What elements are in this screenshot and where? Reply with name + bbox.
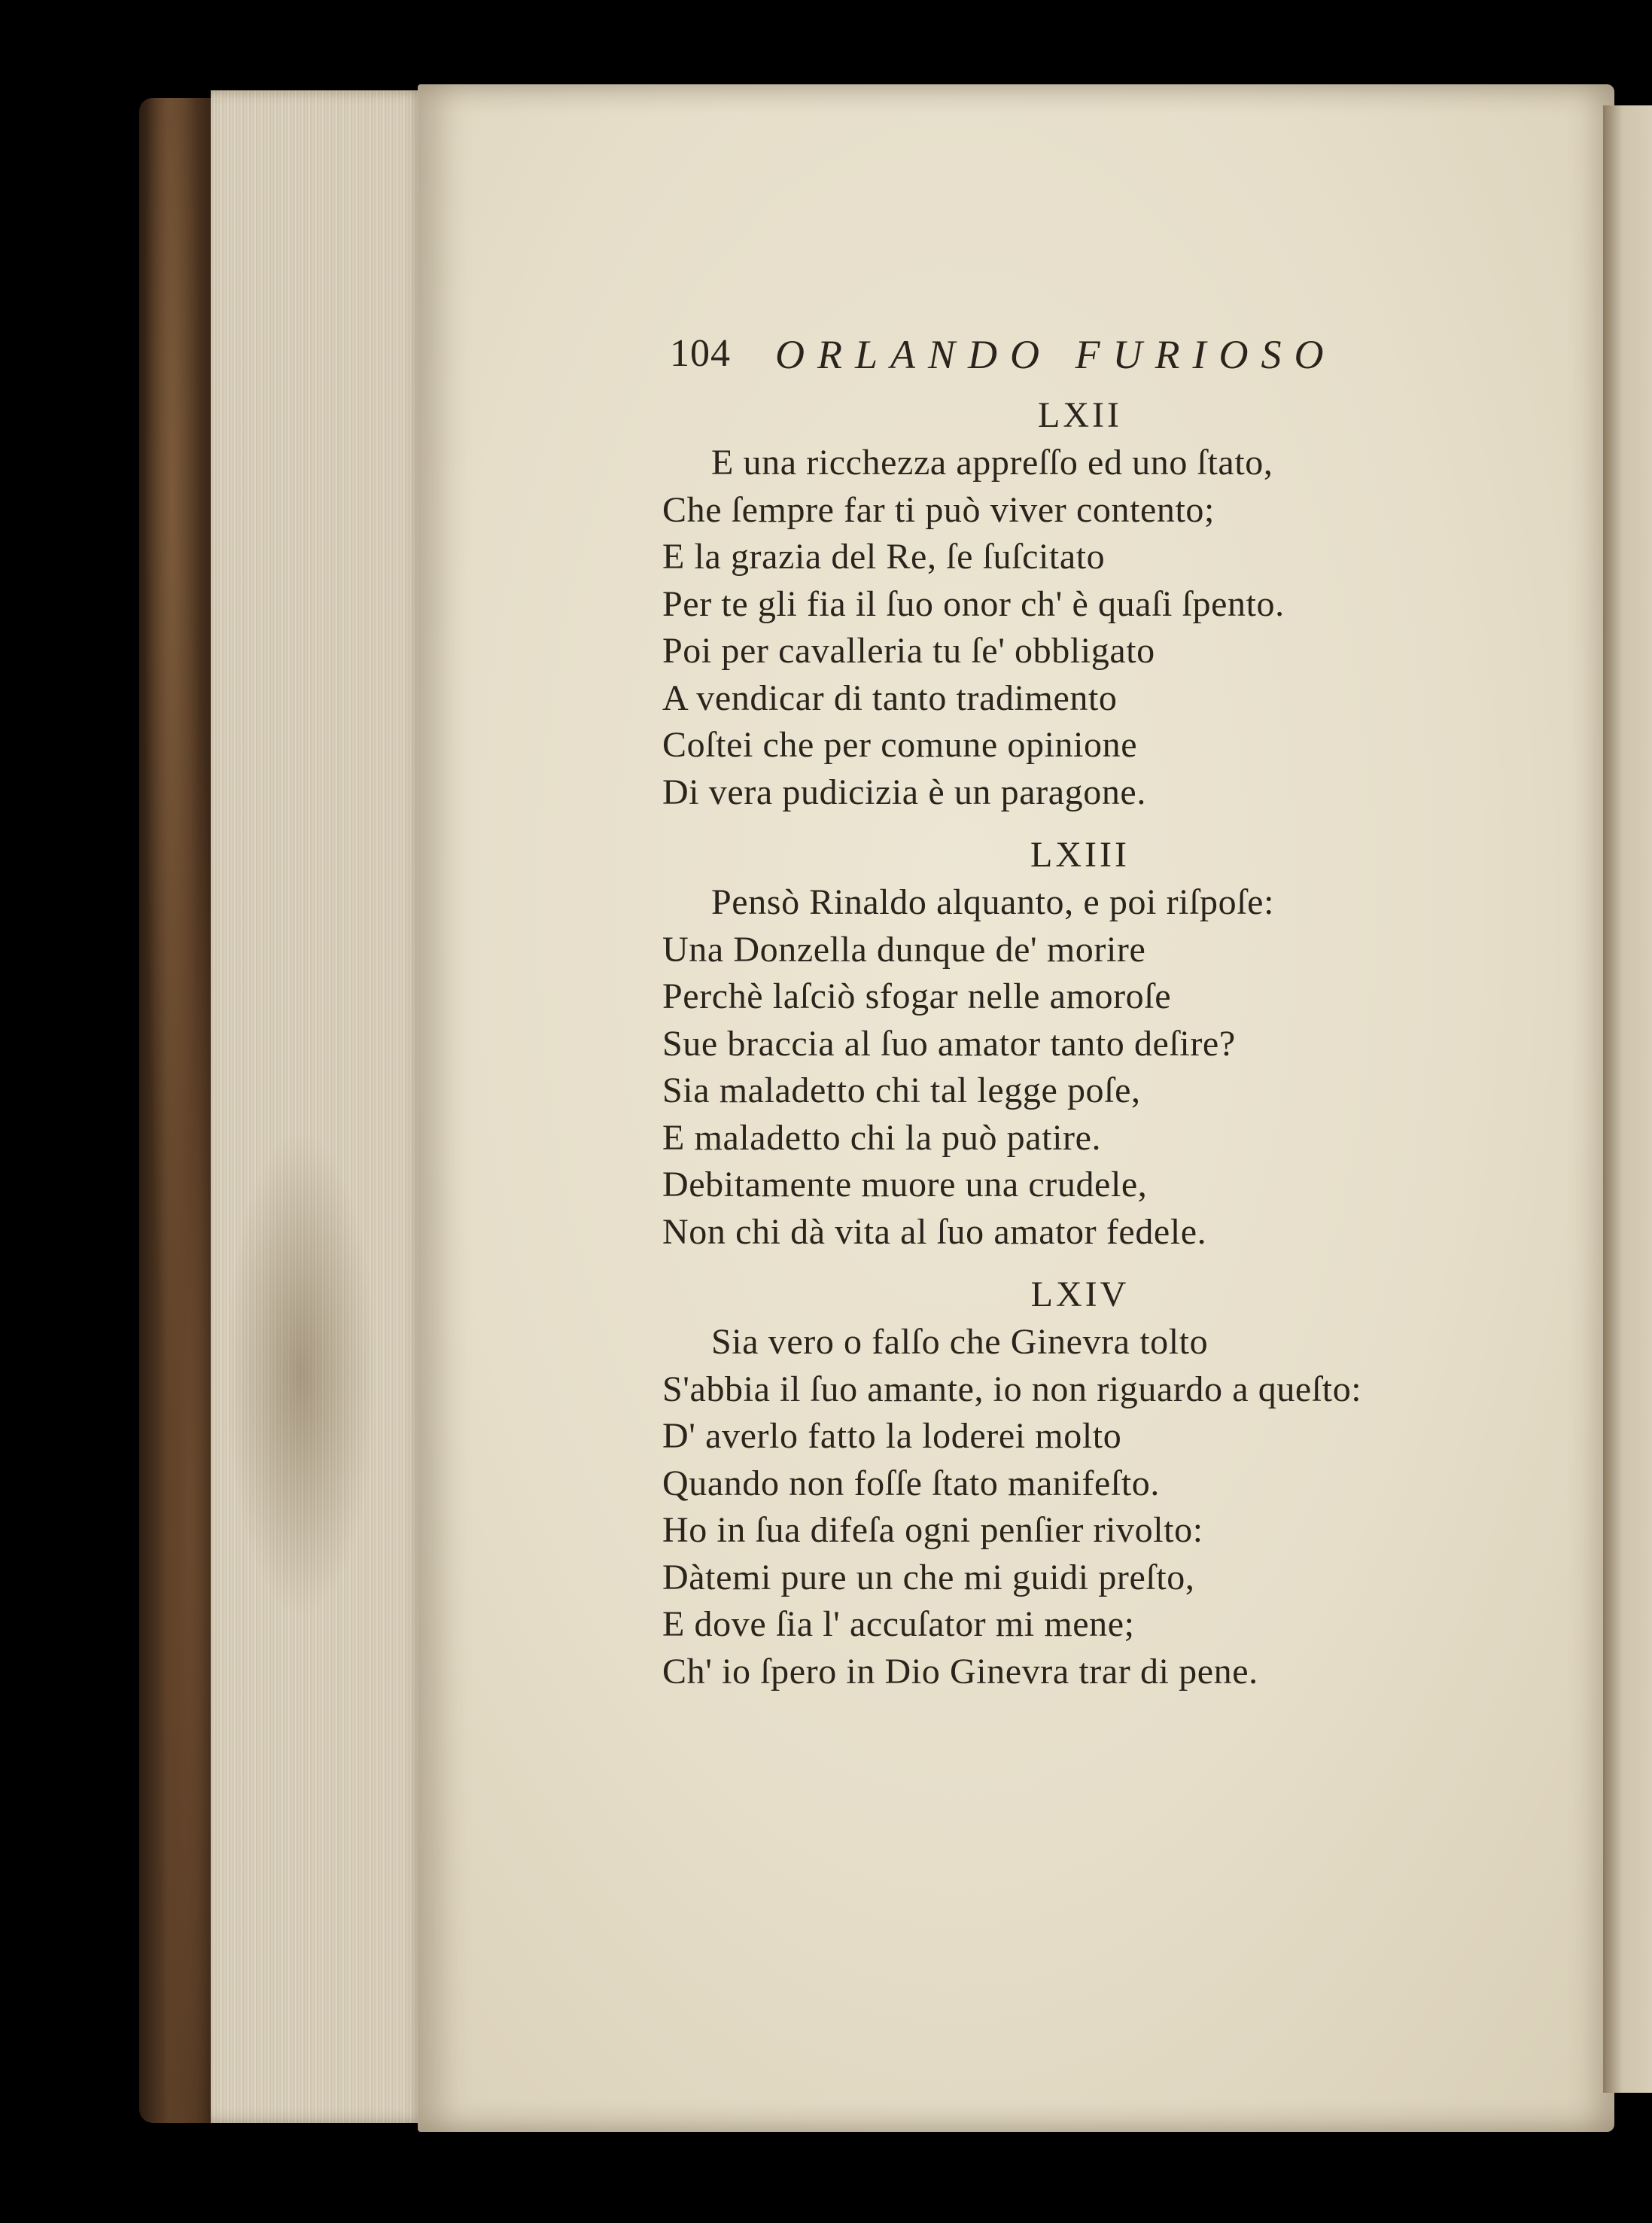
verse-line: S'abbia il ſuo amante, io non riguardo a queſto: bbox=[662, 1369, 1362, 1409]
verse-line: D' averlo fatto la loderei molto bbox=[662, 1416, 1122, 1456]
verse-line: Coſtei che per comune opinione bbox=[662, 725, 1138, 765]
verse-line: E dove ſia l' accuſator mi mene; bbox=[662, 1604, 1135, 1644]
facing-page-edge bbox=[1603, 105, 1652, 2093]
verse-line: E una ricchezza appreſſo ed uno ſtato, bbox=[711, 443, 1273, 483]
running-head bbox=[662, 331, 1513, 391]
verse-line: Poi per cavalleria tu ſe' obbligato bbox=[662, 631, 1155, 671]
verse-line: Sue braccia al ſuo amator tanto deſire? bbox=[662, 1023, 1236, 1064]
verse-line: E maladetto chi la può patire. bbox=[662, 1117, 1102, 1158]
verse-line: E la grazia del Re, ſe ſuſcitato bbox=[662, 537, 1106, 577]
verse-line: Di vera pudicizia è un paragone. bbox=[662, 772, 1146, 812]
verse-line: Debitamente muore una crudele, bbox=[662, 1165, 1148, 1204]
verse-line: Non chi dà vita al ſuo amator fedele. bbox=[662, 1211, 1207, 1252]
stanza-number: LXII bbox=[1038, 395, 1122, 435]
verse-line: Che ſempre far ti può viver contento; bbox=[662, 489, 1215, 530]
verse-line: Ho in ſua difeſa ogni penſier rivolto: bbox=[662, 1510, 1203, 1550]
verse-line: Ch' io ſpero in Dio Ginevra trar di pene. bbox=[662, 1651, 1258, 1692]
verse-line: Pensò Rinaldo alquanto, e poi riſpoſe: bbox=[711, 882, 1275, 922]
verse-line: Sia vero o falſo che Ginevra tolto bbox=[711, 1322, 1209, 1362]
stanza bbox=[662, 831, 1513, 1256]
verse-line: Quando non foſſe ſtato manifeſto. bbox=[662, 1463, 1160, 1503]
verse-line: Dàtemi pure un che mi guidi preſto, bbox=[662, 1557, 1195, 1597]
page-edges bbox=[211, 90, 425, 2123]
verse-line: Una Donzella dunque de' morire bbox=[662, 929, 1146, 970]
edge-stain bbox=[226, 1129, 376, 1619]
stanza bbox=[662, 1271, 1513, 1695]
leather-binding bbox=[139, 98, 222, 2123]
verse-line: Perchè laſciò sfogar nelle amoroſe bbox=[662, 976, 1172, 1016]
verse-line: Per te gli fia il ſuo onor ch' è quaſi ſpento. bbox=[662, 583, 1285, 624]
verse-line: A vendicar di tanto tradimento bbox=[662, 678, 1118, 718]
stanza-number: LXIV bbox=[1030, 1274, 1130, 1314]
verse-line: Sia maladetto chi tal legge poſe, bbox=[662, 1070, 1141, 1110]
page-number: 104 bbox=[670, 332, 731, 375]
stanza bbox=[662, 391, 1513, 816]
page-text bbox=[662, 331, 1513, 1695]
book-title: ORLANDO FURIOSO bbox=[775, 332, 1337, 377]
stanza-number: LXIII bbox=[1030, 835, 1130, 875]
